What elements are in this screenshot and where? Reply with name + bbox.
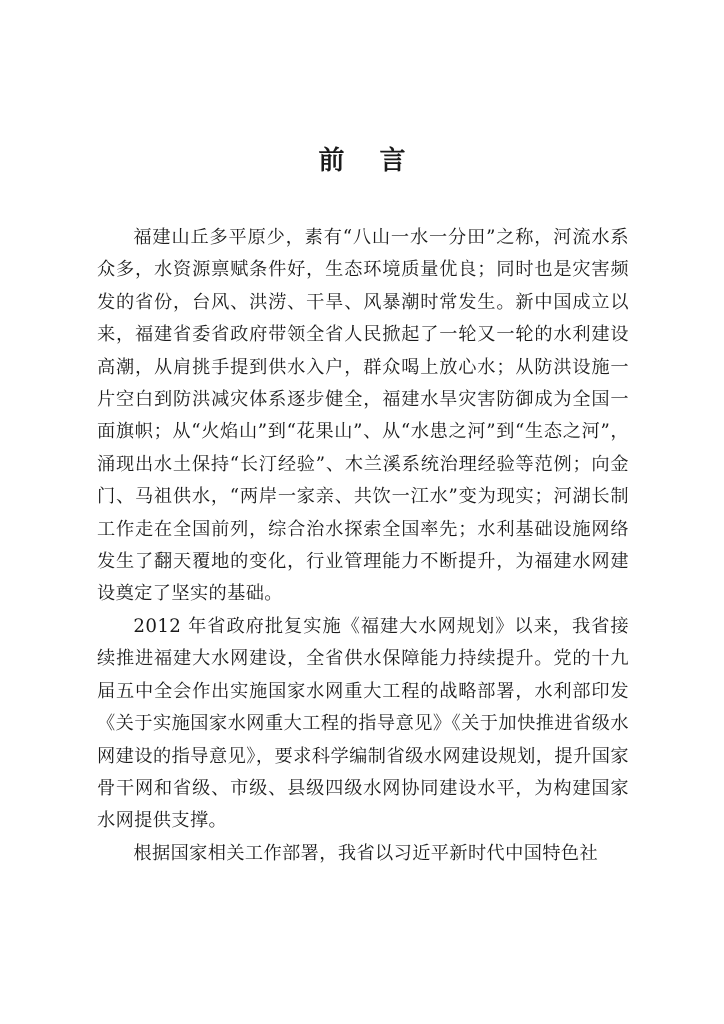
paragraph: 2012 年省政府批复实施《福建大水网规划》以来，我省接续推进福建大水网建设，全省供水保障能力持续提升。党的十九届五中全会作出实施国家水网重大工程的战略部署，水利部印发《关于实施国家水网重大工程的指导意见》《关于加快推进省级水网建设的指导意见》，要求科学编制省级水网建设规划，提升国家骨干网和省级、市级、县级四级水网协同建设水平，为构建国家水网提供支撑。	[97, 615, 629, 832]
preface-body	[97, 222, 629, 870]
page-title: 前 言	[318, 146, 419, 176]
paragraph: 福建山丘多平原少，素有“八山一水一分田”之称，河流水系众多，水资源禀赋条件好，生态环境质量优良；同时也是灾害频发的省份，台风、洪涝、干旱、风暴潮时常发生。新中国成立以来，福建省委省政府带领全省人民掀起了一轮又一轮的水利建设高潮，从肩挑手提到供水入户，群众喝上放心水；从防洪设施一片空白到防洪减灾体系逐步健全，福建水旱灾害防御成为全国一面旗帜；从“火焰山”到“花果山”、从“水患之河”到“生态之河”，涌现出水土保持“长汀经验”、木兰溪系统治理经验等范例；向金门、马祖供水，“两岸一家亲、共饮一江水”变为现实；河湖长制工作走在全国前列，综合治水探索全国率先；水利基础设施网络发生了翻天覆地的变化，行业管理能力不断提升，为福建水网建设奠定了坚实的基础。	[97, 227, 629, 605]
paragraph: 根据国家相关工作部署，我省以习近平新时代中国特色社	[133, 842, 599, 864]
